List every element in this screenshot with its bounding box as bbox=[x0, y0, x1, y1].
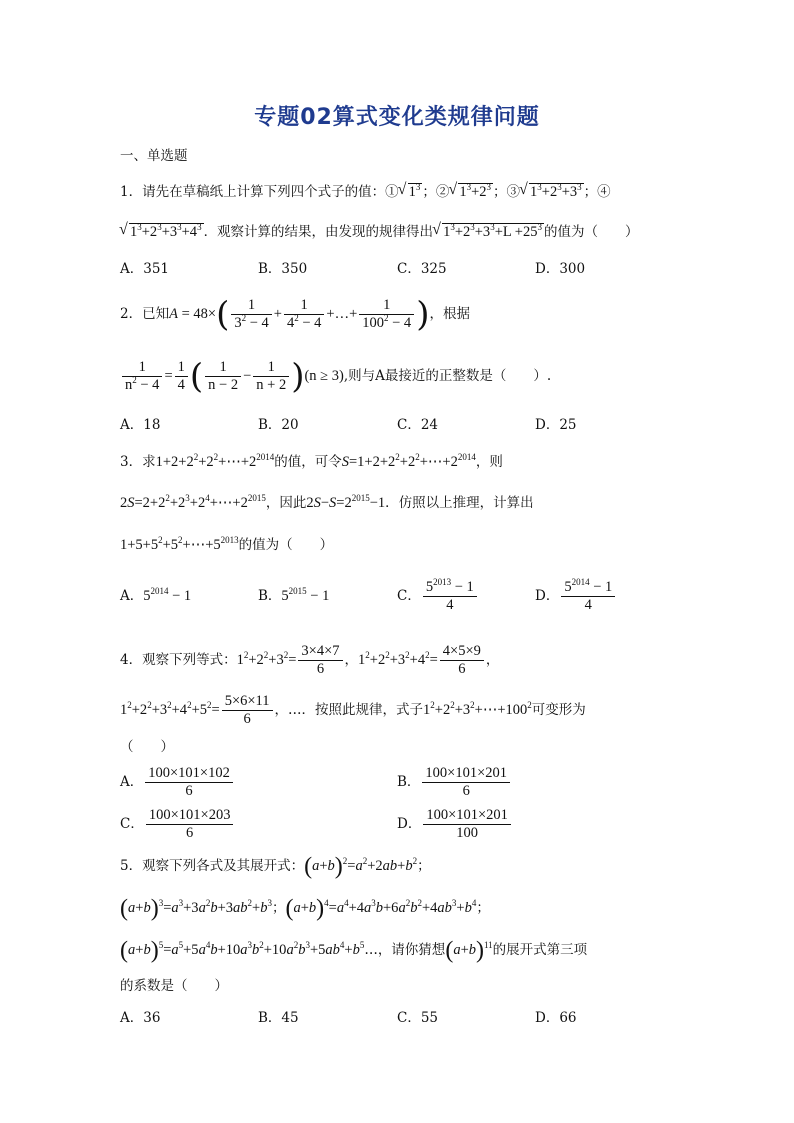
q4-option-b[interactable]: B． $\frac{100\times 101\times 201}{6}$ bbox=[397, 762, 512, 802]
question-1-line-2: √ $1^3+2^3+3^3+4^3$ ．观察计算的结果，由发现的规律得出√ $1^3+2^3+3^3+L +25^3$ 的值为（ ） bbox=[120, 222, 639, 242]
q3-option-d[interactable]: D． $\frac{5^{2014} - 1}{4}$ bbox=[535, 576, 617, 616]
q5-option-b[interactable]: B．45 bbox=[258, 1010, 299, 1026]
q5-option-a[interactable]: A．36 bbox=[120, 1010, 161, 1026]
q2-option-d[interactable]: D．25 bbox=[535, 417, 577, 433]
question-2-line-2: $\frac{1}{n^2 - 4}$ = $\frac{1}{4}$ ( $\frac{1}{n - 2}$ − $\frac{1}{n + 2}$ )(n ≥ 3),则与A最接近的正整数是（ ）. bbox=[120, 356, 551, 396]
question-5-line-1: 5．观察下列各式及其展开式：$(a+b)^2=a^2+2ab+b^2$； bbox=[120, 853, 431, 880]
page-title: 专题02算式变化类规律问题 bbox=[254, 105, 540, 130]
section-heading: 一、单选题 bbox=[120, 148, 188, 164]
question-1-line-1: 1．请先在草稿纸上计算下列四个式子的值：①√ $1^3$ ；②√ $1^3+2^3$ ；③√ $1^3+2^3+3^3$ ；④ bbox=[120, 182, 611, 202]
q1-option-d[interactable]: D．300 bbox=[535, 261, 586, 277]
question-4-line-2: $1^2+2^2+3^2+4^2+5^2=$ $\frac{5\times 6\times 11}{6}$ ，…．按照此规律，式子$1^2+2^2+3^2+\cdots+100^2$可变形为 bbox=[120, 693, 586, 727]
q4-option-c[interactable]: C． $\frac{100\times 101\times 203}{6}$ bbox=[120, 804, 235, 844]
question-5-line-3: $(a+b)^5=a^5+5a^4b+10a^3b^2+10a^2b^3+5ab^4+b^5\dots$，请你猜想$(a+b)^{11}$的展开式第三项 bbox=[120, 937, 588, 964]
q2-option-a[interactable]: A．18 bbox=[120, 417, 161, 433]
question-2-line-1: 2．已知A = 48×( $\frac{1}{3^2 - 4}$ + $\frac{1}{4^2 - 4}$ +…+ $\frac{1}{100^2 - 4}$ )，根据 bbox=[120, 294, 470, 335]
q1-option-a[interactable]: A．351 bbox=[120, 261, 170, 277]
q4-option-a[interactable]: A． $\frac{100\times 101\times 102}{6}$ bbox=[120, 762, 235, 802]
q1-option-c[interactable]: C．325 bbox=[397, 261, 447, 277]
question-3-line-1: 3．求$1+2+2^2+2^2+\cdots+2^{2014}$的值，可令$S=1+2+2^2+2^2+\cdots+2^{2014}$，则 bbox=[120, 452, 503, 470]
q3-option-a[interactable]: A．$5^{2014} - 1$ bbox=[120, 586, 192, 604]
q2-option-b[interactable]: B．20 bbox=[258, 417, 299, 433]
question-3-line-3: $1+5+5^2+5^2+\cdots+5^{2013}$的值为（ ） bbox=[120, 535, 334, 553]
q3-option-b[interactable]: B．$5^{2015} - 1$ bbox=[258, 586, 330, 604]
q5-option-d[interactable]: D．66 bbox=[535, 1010, 577, 1026]
q3-option-c[interactable]: C． $\frac{5^{2013} - 1}{4}$ bbox=[397, 576, 479, 616]
question-5-line-2: $(a+b)^3=a^3+3a^2b+3ab^2+b^3$；$(a+b)^4=a^4+4a^3b+6a^2b^2+4ab^3+b^4$； bbox=[120, 895, 490, 922]
question-4-line-1: 4．观察下列等式：$1^2+2^2+3^2=$ $\frac{3\times 4\times 7}{6}$ ，$1^2+2^2+3^2+4^2=$ $\frac{4\times 5\times 9}{6}$ ， bbox=[120, 643, 500, 677]
q5-option-c[interactable]: C．55 bbox=[397, 1010, 439, 1026]
q2-option-c[interactable]: C．24 bbox=[397, 417, 439, 433]
q1-option-b[interactable]: B．350 bbox=[258, 261, 308, 277]
q4-option-d[interactable]: D． $\frac{100\times 101\times 201}{100}$ bbox=[397, 804, 513, 844]
question-4-line-3: （ ） bbox=[120, 739, 174, 755]
question-5-line-4: 的系数是（ ） bbox=[120, 978, 228, 994]
question-3-line-2: $2S=2+2^2+2^3+2^4+\cdots+2^{2015}$，因此$2S-S=2^{2015}-1$．仿照以上推理，计算出 bbox=[120, 493, 534, 511]
